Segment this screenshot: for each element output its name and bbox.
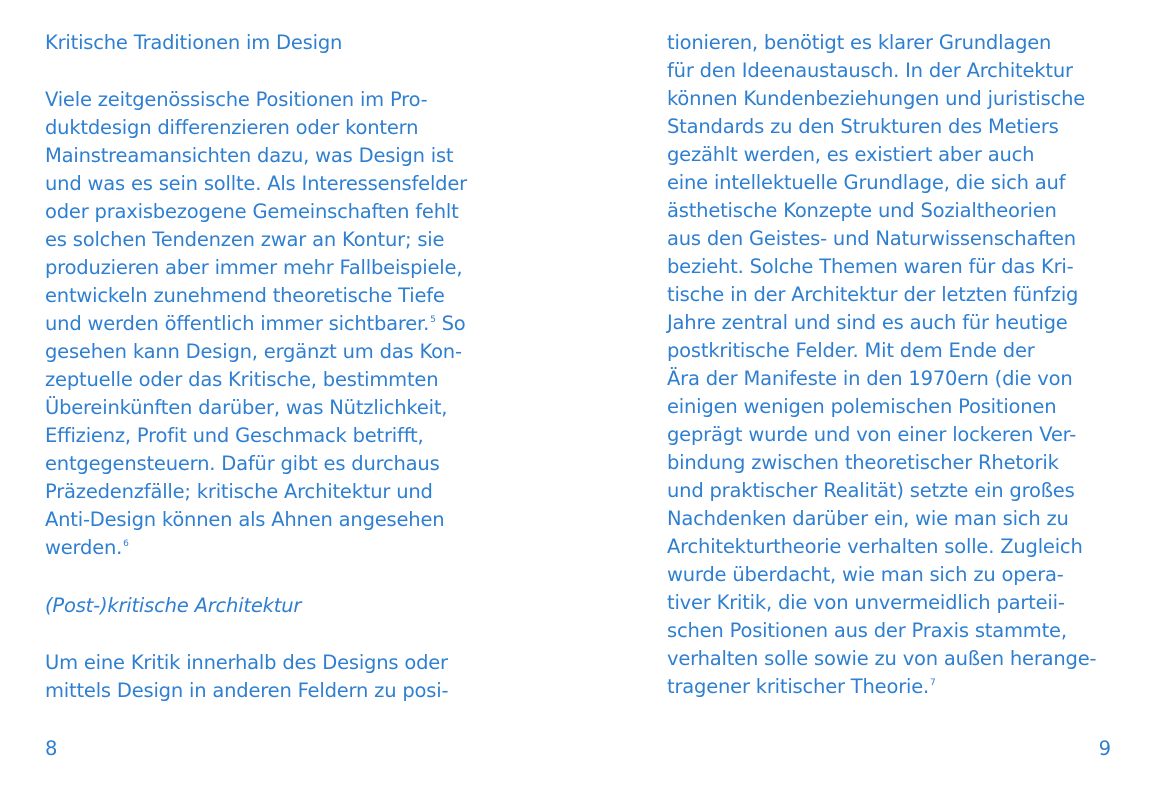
text-line: einigen wenigen polemischen Positionen	[667, 395, 1057, 418]
text-line: und was es sein sollte. Als Interessensfelder	[45, 172, 467, 195]
text-segment: tragener kritischer Theorie.	[667, 675, 930, 698]
text-line: produzieren aber immer mehr Fallbeispiele,	[45, 256, 463, 279]
footnote-ref-6[interactable]: 6	[123, 539, 129, 549]
text-line	[45, 534, 129, 566]
text-line: Um eine Kritik innerhalb des Designs oder	[45, 651, 448, 674]
text-line: Jahre zentral und sind es auch für heutige	[667, 311, 1068, 334]
page-number-left: 8	[45, 737, 58, 760]
text-line: bezieht. Solche Themen waren für das Kri-	[667, 255, 1074, 278]
text-line: entgegensteuern. Dafür gibt es durchaus	[45, 452, 440, 475]
right-page	[667, 0, 1127, 800]
text-line: und praktischer Realität) setzte ein großes	[667, 479, 1075, 502]
text-line: schen Positionen aus der Praxis stammte,	[667, 619, 1067, 642]
text-line: bindung zwischen theoretischer Rhetorik	[667, 451, 1059, 474]
text-line: entwickeln zunehmend theoretische Tiefe	[45, 284, 445, 307]
text-line: zeptuelle oder das Kritische, bestimmten	[45, 368, 439, 391]
text-line: Viele zeitgenössische Positionen im Pro-	[45, 88, 428, 111]
text-line: tiver Kritik, die von unvermeidlich parteii-	[667, 591, 1065, 614]
footnote-ref-5[interactable]: 5	[430, 315, 436, 325]
text-line: Mainstreamansichten dazu, was Design ist	[45, 144, 454, 167]
footnote-ref-7[interactable]: 7	[930, 678, 936, 688]
text-line: Präzedenzfälle; kritische Architektur und	[45, 480, 433, 503]
text-line: oder praxisbezogene Gemeinschaften fehlt	[45, 200, 459, 223]
text-line: tionieren, benötigt es klarer Grundlagen	[667, 31, 1052, 54]
text-line: wurde überdacht, wie man sich zu opera-	[667, 563, 1064, 586]
text-line: Anti-Design können als Ahnen angesehen	[45, 508, 445, 531]
text-line: tische in der Architektur der letzten fünfzig	[667, 283, 1079, 306]
text-line: aus den Geistes- und Naturwissenschaften	[667, 227, 1076, 250]
text-line: ästhetische Konzepte und Sozialtheorien	[667, 199, 1057, 222]
text-line: gesehen kann Design, ergänzt um das Kon-	[45, 340, 462, 363]
text-line: geprägt wurde und von einer lockeren Ver-	[667, 423, 1077, 446]
text-segment: werden.	[45, 536, 123, 559]
text-line: Effizienz, Profit und Geschmack betrifft,	[45, 424, 424, 447]
text-line: duktdesign differenzieren oder kontern	[45, 116, 419, 139]
text-segment: So	[435, 312, 466, 335]
text-line: Architekturtheorie verhalten solle. Zugleich	[667, 535, 1083, 558]
text-line: Standards zu den Strukturen des Metiers	[667, 115, 1059, 138]
section-heading: Kritische Traditionen im Design	[45, 31, 343, 54]
text-line: verhalten solle sowie zu von außen herange-	[667, 647, 1097, 670]
text-line: für den Ideenaustausch. In der Architektur	[667, 59, 1073, 82]
text-line: mittels Design in anderen Feldern zu posi-	[45, 679, 449, 702]
text-line: es solchen Tendenzen zwar an Kontur; sie	[45, 228, 445, 251]
text-line: Übereinkünften darüber, was Nützlichkeit,	[45, 396, 448, 419]
text-line	[667, 673, 936, 705]
text-line: Nachdenken darüber ein, wie man sich zu	[667, 507, 1069, 530]
page-number-right: 9	[1098, 737, 1111, 760]
left-page	[45, 0, 505, 800]
text-line: können Kundenbeziehungen und juristische	[667, 87, 1086, 110]
subheading: (Post-)kritische Architektur	[45, 594, 302, 617]
text-line: gezählt werden, es existiert aber auch	[667, 143, 1035, 166]
text-line: eine intellektuelle Grundlage, die sich auf	[667, 171, 1066, 194]
text-line: postkritische Felder. Mit dem Ende der	[667, 339, 1035, 362]
text-segment: und werden öffentlich immer sichtbarer.	[45, 312, 430, 335]
text-line: Ära der Manifeste in den 1970ern (die von	[667, 367, 1073, 390]
